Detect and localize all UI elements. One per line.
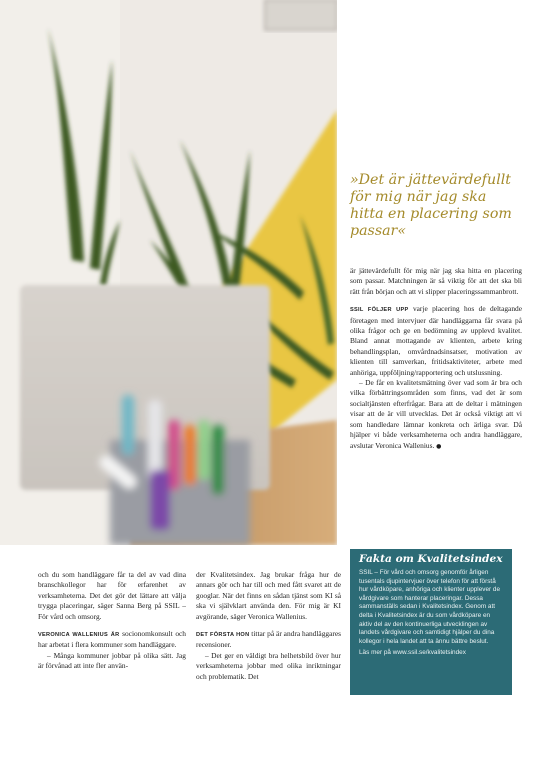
fact-box-link[interactable]: Läs mer på www.ssil.se/kvalitetsindex bbox=[359, 649, 466, 657]
article-column-bottom-left bbox=[38, 570, 186, 672]
end-mark-icon: ● bbox=[436, 442, 442, 450]
paragraph-text: varje placering hos de deltagande företagen med intervjuer där handläggarna får svara på olika frågor och ge en bedömning av upplevd kvalitet. Bland annat mottagande av klienten, arbete kring behandlingsplan, omvårdnadsinsatser, motivation av klienten till samverkan, fritidsaktiviteter, arbete med anhöriga, uppföljning/rapportering och utslussning. bbox=[350, 304, 522, 377]
paragraph: och du som handläggare får ta del av vad dina branschkollegor har för erfarenhet av verksamheterna. Det det gör det lättare att välja trygga placeringar, säger Sanna Berg på SSIL – För vård och omsorg. bbox=[38, 570, 186, 621]
article-column-right bbox=[350, 266, 522, 452]
run-in-heading: VERONICA WALLENIUS ÄR bbox=[38, 632, 120, 639]
paragraph bbox=[350, 378, 522, 452]
paragraph bbox=[196, 629, 341, 651]
pull-quote: »Det är jättevärdefullt för mig när jag ska hitta en placering som passar« bbox=[350, 172, 512, 239]
paragraph: – Det ger en väldigt bra helhetsbild över hur verksamheterna jobbar med olika inriktningar och problematik. Det bbox=[196, 650, 341, 681]
photo-illustration bbox=[0, 0, 337, 545]
photo-desk-plant-laptop bbox=[0, 0, 337, 545]
fact-box bbox=[350, 549, 512, 695]
fact-box-title: Fakta om Kvalitetsindex bbox=[359, 553, 503, 565]
paragraph-text: socionomkonsult och har arbetat i flera kommuner som handläggare. bbox=[38, 629, 186, 650]
paragraph bbox=[38, 629, 186, 651]
article-column-bottom-middle bbox=[196, 570, 341, 682]
paragraph: – Många kommuner jobbar på olika sätt. Jag är förvånad att inte fler använ- bbox=[38, 650, 186, 671]
run-in-heading: SSIL FÖLJER UPP bbox=[350, 307, 409, 314]
fact-box-body: SSIL – För vård och omsorg genomför årligen tusentals djupintervjuer över telefon för att förstå hur vårdköpare, anhöriga och klienter upplever de vårdgivare som hanterar placeringar. Dessa sammanställs sedan i Kvalitetsindex. Genom att delta i Kvalitetsindex är du som vårdköpare en aktiv del av den kontinuerliga utvecklingen av landets vårdgivare och samtidigt hjälper du dina kollegor i hela landet att ta ännu bättre beslut. bbox=[359, 569, 501, 645]
paragraph-text: tittar på är andra handläggares recensioner. bbox=[196, 629, 341, 650]
run-in-heading: DET FÖRSTA HON bbox=[196, 632, 250, 639]
paragraph bbox=[350, 304, 522, 378]
paragraph-text: – De får en kvalitetsmätning över vad som är bra och vilka förbättringsområden som finns, vad det är som socialtjänsten efterfrågar. Bara att de deltar i mätningen visar att de är vill utvecklas. Det är också viktigt att vi som handledare lämnar konkreta och ärliga svar. Då hjälper vi både verksamheterna och andra handläggare, avslutar Veronica Wallenius. bbox=[350, 378, 522, 450]
paragraph: der Kvalitetsindex. Jag brukar fråga hur de annars gör och har till och med fått svaret att de googlar. När det finns en sådan tjänst som KI så ska vi självklart använda den. För mig är KI avgörande, säger Veronica Wallenius. bbox=[196, 570, 341, 621]
paragraph: är jättevärdefullt för mig när jag ska hitta en placering som passar. Matchningen är så viktig för att det ska bli rätt från början och att vi slipper placeringssammanbrott. bbox=[350, 266, 522, 296]
